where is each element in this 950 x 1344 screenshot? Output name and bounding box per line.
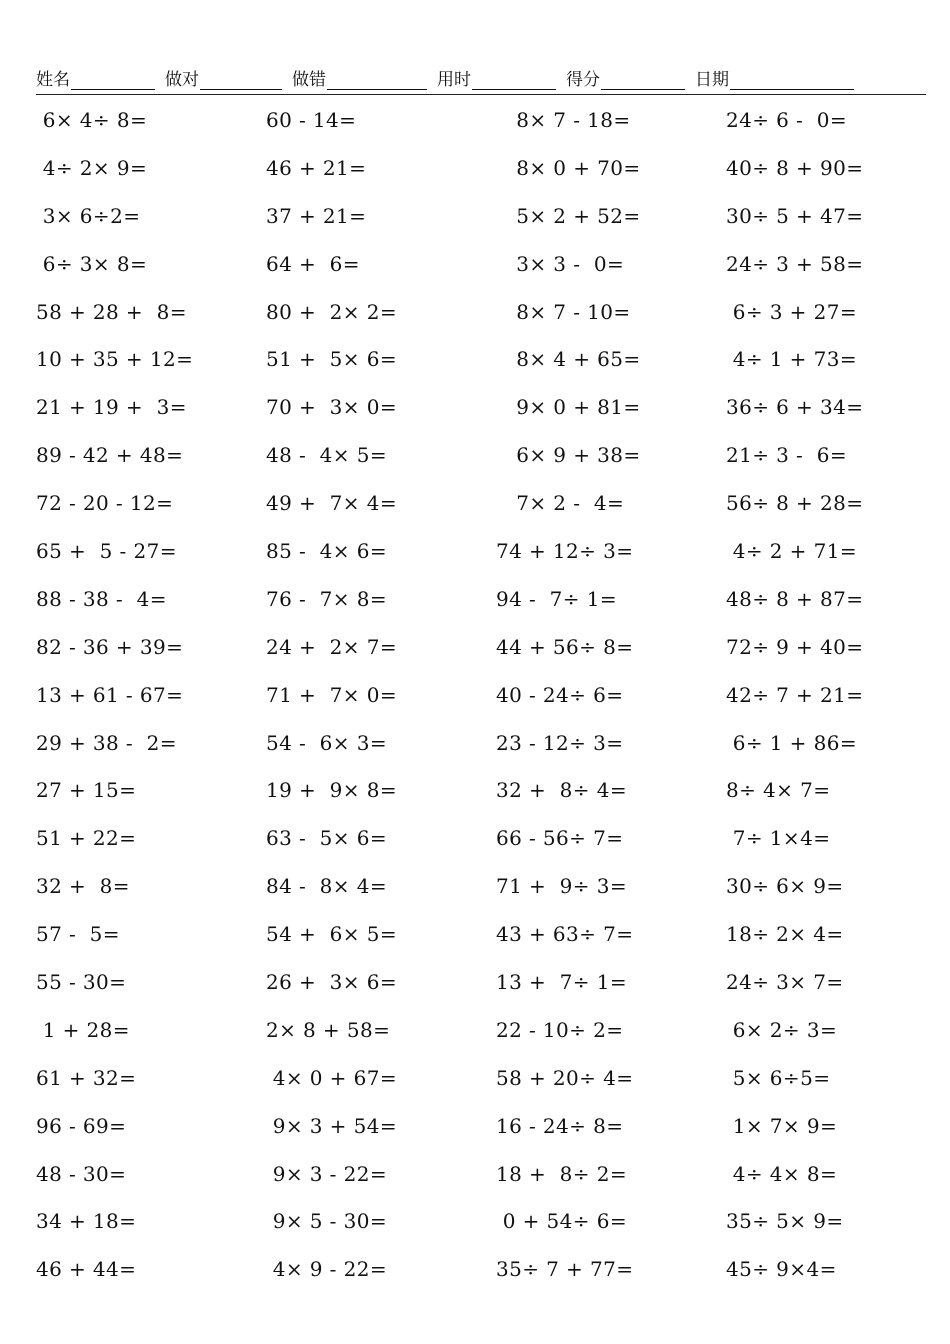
header-field-blank[interactable] [200,71,282,90]
arithmetic-problem: 24÷ 3× 7= [726,969,844,994]
arithmetic-problem: 48 - 30= [36,1161,127,1186]
header-field-label: 做错 [292,70,326,90]
arithmetic-problem: 40 - 24÷ 6= [496,682,624,707]
arithmetic-problem: 36÷ 6 + 34= [726,395,864,420]
problem-row [36,431,926,479]
arithmetic-problem: 89 - 42 + 48= [36,443,184,468]
arithmetic-problem: 40÷ 8 + 90= [726,155,864,180]
arithmetic-problem: 70 + 3× 0= [266,395,398,420]
problem-row [36,814,926,862]
header-field[interactable] [165,65,282,94]
problem-row [36,1006,926,1054]
arithmetic-problem: 44 + 56÷ 8= [496,634,634,659]
arithmetic-problem: 46 + 44= [36,1257,137,1282]
arithmetic-problem: 8÷ 4× 7= [726,778,831,803]
arithmetic-problem: 66 - 56÷ 7= [496,826,624,851]
header-field-blank[interactable] [71,71,155,90]
problem-row [36,1150,926,1198]
arithmetic-problem: 58 + 28 + 8= [36,299,187,324]
arithmetic-problem: 4÷ 2 + 71= [726,538,858,563]
header-field-label: 做对 [165,70,199,90]
arithmetic-problem: 6÷ 1 + 86= [726,730,858,755]
arithmetic-problem: 55 - 30= [36,969,127,994]
arithmetic-problem: 9× 5 - 30= [266,1209,388,1234]
arithmetic-problem: 4÷ 2× 9= [36,155,148,180]
header-field-label: 得分 [566,70,600,90]
arithmetic-problem: 32 + 8÷ 4= [496,778,628,803]
arithmetic-problem: 72 - 20 - 12= [36,491,174,516]
arithmetic-problem: 8× 7 - 10= [496,299,631,324]
worksheet-header [36,66,926,95]
arithmetic-problem: 51 + 22= [36,826,137,851]
header-field-blank[interactable] [472,71,556,90]
arithmetic-problem: 7÷ 1×4= [726,826,831,851]
header-field[interactable] [292,65,427,94]
problem-row [36,862,926,910]
arithmetic-problem: 21 + 19 + 3= [36,395,187,420]
arithmetic-problem: 1 + 28= [36,1017,130,1042]
arithmetic-problem: 71 + 7× 0= [266,682,398,707]
problem-row [36,288,926,336]
header-field-label: 日期 [695,70,729,90]
arithmetic-problem: 5× 2 + 52= [496,203,641,228]
arithmetic-problem: 0 + 54÷ 6= [496,1209,628,1234]
arithmetic-problem: 3× 3 - 0= [496,251,625,276]
arithmetic-problem: 45÷ 9×4= [726,1257,837,1282]
arithmetic-problem: 34 + 18= [36,1209,137,1234]
arithmetic-problem: 65 + 5 - 27= [36,538,177,563]
arithmetic-problem: 64 + 6= [266,251,360,276]
arithmetic-problem: 96 - 69= [36,1113,127,1138]
arithmetic-problem: 49 + 7× 4= [266,491,398,516]
arithmetic-problem: 8× 7 - 18= [496,107,631,132]
arithmetic-problem: 10 + 35 + 12= [36,347,194,372]
arithmetic-problem: 48÷ 8 + 87= [726,586,864,611]
arithmetic-problem: 80 + 2× 2= [266,299,398,324]
header-field-blank[interactable] [327,71,427,90]
arithmetic-problem: 72÷ 9 + 40= [726,634,864,659]
arithmetic-problem: 60 - 14= [266,107,357,132]
arithmetic-problem: 4× 9 - 22= [266,1257,388,1282]
problem-row [36,527,926,575]
arithmetic-problem: 54 + 6× 5= [266,922,398,947]
arithmetic-problem: 35÷ 5× 9= [726,1209,844,1234]
arithmetic-problem: 13 + 61 - 67= [36,682,184,707]
arithmetic-problem: 6÷ 3× 8= [36,251,148,276]
arithmetic-problem: 6× 2÷ 3= [726,1017,838,1042]
arithmetic-problem: 42÷ 7 + 21= [726,682,864,707]
header-field[interactable] [695,65,854,94]
arithmetic-problem: 4÷ 1 + 73= [726,347,858,372]
arithmetic-problem: 3× 6÷2= [36,203,141,228]
arithmetic-problem: 24÷ 3 + 58= [726,251,864,276]
problem-row [36,1197,926,1245]
problem-row [36,575,926,623]
arithmetic-problem: 27 + 15= [36,778,137,803]
arithmetic-problem: 56÷ 8 + 28= [726,491,864,516]
arithmetic-problem: 21÷ 3 - 6= [726,443,848,468]
arithmetic-problem: 46 + 21= [266,155,367,180]
problem-row [36,1054,926,1102]
problem-row [36,96,926,144]
problem-row [36,910,926,958]
problem-row [36,335,926,383]
problem-row [36,144,926,192]
arithmetic-problem: 84 - 8× 4= [266,874,388,899]
arithmetic-problem: 16 - 24÷ 8= [496,1113,624,1138]
problem-row [36,623,926,671]
arithmetic-problem: 85 - 4× 6= [266,538,388,563]
arithmetic-problem: 29 + 38 - 2= [36,730,177,755]
arithmetic-problem: 43 + 63÷ 7= [496,922,634,947]
problem-row [36,719,926,767]
arithmetic-problem: 1× 7× 9= [726,1113,838,1138]
arithmetic-problem: 94 - 7÷ 1= [496,586,618,611]
arithmetic-problem: 30÷ 5 + 47= [726,203,864,228]
arithmetic-problem: 61 + 32= [36,1065,137,1090]
problem-grid [36,96,926,1293]
arithmetic-problem: 71 + 9÷ 3= [496,874,628,899]
arithmetic-problem: 24 + 2× 7= [266,634,398,659]
arithmetic-problem: 74 + 12÷ 3= [496,538,634,563]
arithmetic-problem: 19 + 9× 8= [266,778,398,803]
arithmetic-problem: 18÷ 2× 4= [726,922,844,947]
problem-row [36,766,926,814]
arithmetic-problem: 6× 9 + 38= [496,443,641,468]
arithmetic-problem: 54 - 6× 3= [266,730,388,755]
arithmetic-problem: 4× 0 + 67= [266,1065,398,1090]
problem-row [36,671,926,719]
arithmetic-problem: 24÷ 6 - 0= [726,107,848,132]
problem-row [36,1102,926,1150]
header-field-blank[interactable] [601,71,685,90]
arithmetic-problem: 8× 4 + 65= [496,347,641,372]
arithmetic-problem: 82 - 36 + 39= [36,634,184,659]
problem-row [36,479,926,527]
arithmetic-problem: 13 + 7÷ 1= [496,969,628,994]
header-field-label: 姓名 [36,70,70,90]
header-field[interactable] [566,65,685,94]
arithmetic-problem: 76 - 7× 8= [266,586,388,611]
arithmetic-problem: 18 + 8÷ 2= [496,1161,628,1186]
arithmetic-problem: 57 - 5= [36,922,120,947]
arithmetic-problem: 22 - 10÷ 2= [496,1017,624,1042]
arithmetic-problem: 7× 2 - 4= [496,491,625,516]
arithmetic-problem: 8× 0 + 70= [496,155,641,180]
arithmetic-problem: 9× 0 + 81= [496,395,641,420]
arithmetic-problem: 48 - 4× 5= [266,443,388,468]
problem-row [36,958,926,1006]
arithmetic-problem: 9× 3 + 54= [266,1113,398,1138]
arithmetic-problem: 5× 6÷5= [726,1065,831,1090]
arithmetic-problem: 30÷ 6× 9= [726,874,844,899]
arithmetic-problem: 9× 3 - 22= [266,1161,388,1186]
arithmetic-problem: 23 - 12÷ 3= [496,730,624,755]
arithmetic-problem: 63 - 5× 6= [266,826,388,851]
problem-row [36,1245,926,1293]
arithmetic-problem: 26 + 3× 6= [266,969,398,994]
arithmetic-problem: 58 + 20÷ 4= [496,1065,634,1090]
problem-row [36,240,926,288]
arithmetic-problem: 32 + 8= [36,874,130,899]
arithmetic-problem: 35÷ 7 + 77= [496,1257,634,1282]
header-field-label: 用时 [437,70,471,90]
arithmetic-problem: 6× 4÷ 8= [36,107,148,132]
arithmetic-problem: 37 + 21= [266,203,367,228]
arithmetic-problem: 4÷ 4× 8= [726,1161,838,1186]
arithmetic-problem: 51 + 5× 6= [266,347,398,372]
arithmetic-problem: 88 - 38 - 4= [36,586,167,611]
problem-row [36,383,926,431]
header-field[interactable] [437,65,556,94]
arithmetic-problem: 2× 8 + 58= [266,1017,391,1042]
header-field-blank[interactable] [730,71,854,90]
header-field[interactable] [36,65,155,94]
arithmetic-problem: 6÷ 3 + 27= [726,299,858,324]
problem-row [36,192,926,240]
